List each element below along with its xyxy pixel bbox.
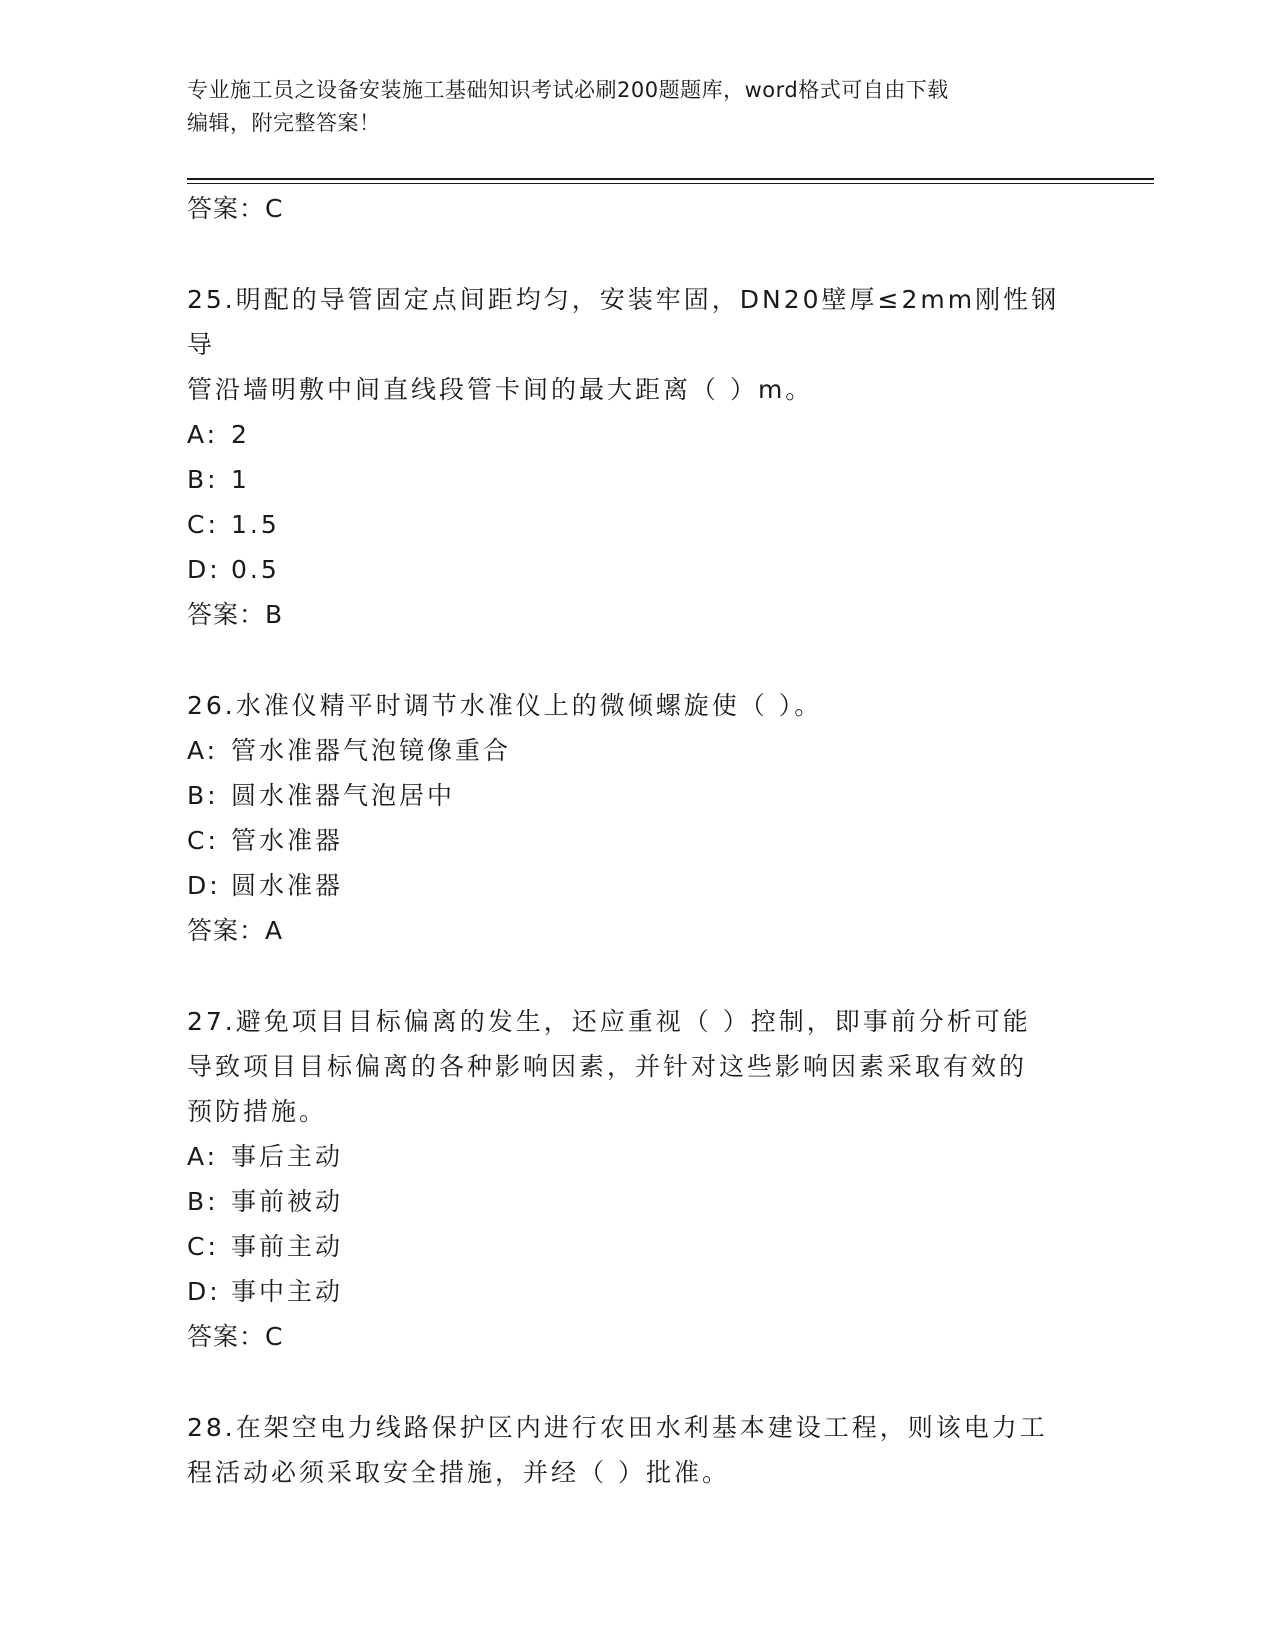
option-letter: D: — [187, 1277, 221, 1306]
option-letter: B: — [187, 465, 219, 494]
question-text-line: 27.避免项目目标偏离的发生，还应重视（ ）控制，即事前分析可能 — [187, 1007, 1031, 1036]
option-letter: A: — [187, 1142, 219, 1171]
question-text-line: 28.在架空电力线路保护区内进行农田水利基本建设工程，则该电力工 — [187, 1413, 1048, 1442]
spacer — [187, 231, 1077, 277]
option-text: 2 — [231, 420, 250, 449]
option-letter: C: — [187, 1232, 219, 1261]
option-text: 管水准器气泡镜像重合 — [231, 736, 512, 765]
previous-answer: 答案：C — [187, 194, 284, 223]
option-letter: C: — [187, 510, 219, 539]
option-text: 事前主动 — [231, 1232, 344, 1261]
option-c — [187, 502, 1077, 547]
option-b — [187, 1179, 1077, 1224]
option-text: 1 — [231, 465, 250, 494]
option-text: 圆水准器 — [231, 871, 344, 900]
question-block — [187, 999, 1077, 1359]
option-b — [187, 773, 1077, 818]
spacer — [187, 1359, 1077, 1405]
question-text-line: 导致项目目标偏离的各种影响因素，并针对这些影响因素采取有效的 — [187, 1052, 1028, 1081]
question-block — [187, 683, 1077, 953]
question-block — [187, 1405, 1077, 1495]
option-letter: B: — [187, 781, 219, 810]
option-d — [187, 547, 1077, 592]
option-text: 事前被动 — [231, 1187, 344, 1216]
question-text-line: 程活动必须采取安全措施，并经（ ）批准。 — [187, 1458, 730, 1487]
spacer — [187, 637, 1077, 683]
option-d — [187, 863, 1077, 908]
option-text: 管水准器 — [231, 826, 344, 855]
header-rule-thin — [187, 183, 1154, 184]
header-rule-thick — [187, 178, 1154, 180]
option-letter: A: — [187, 420, 219, 449]
option-text: 事中主动 — [231, 1277, 344, 1306]
option-text: 圆水准器气泡居中 — [231, 781, 456, 810]
question-text-line: 25.明配的导管固定点间距均匀，安装牢固，DN20壁厚≤2mm刚性钢导 — [187, 285, 1060, 359]
option-letter: B: — [187, 1187, 219, 1216]
answer-line: 答案：B — [187, 600, 284, 629]
option-c — [187, 818, 1077, 863]
option-a — [187, 412, 1077, 457]
header-line-2: 编辑，附完整答案！ — [187, 111, 381, 135]
question-list — [187, 186, 1077, 1495]
question-text-line: 管沿墙明敷中间直线段管卡间的最大距离（ ）m。 — [187, 375, 814, 404]
option-c — [187, 1224, 1077, 1269]
option-letter: C: — [187, 826, 219, 855]
option-text: 0.5 — [231, 555, 280, 584]
option-text: 事后主动 — [231, 1142, 344, 1171]
option-letter: A: — [187, 736, 219, 765]
answer-line: 答案：A — [187, 916, 284, 945]
header-line-1: 专业施工员之设备安装施工基础知识考试必刷200题题库，word格式可自由下载 — [187, 78, 949, 102]
question-block — [187, 277, 1077, 637]
spacer — [187, 953, 1077, 999]
option-letter: D: — [187, 555, 221, 584]
question-text-line: 预防措施。 — [187, 1097, 328, 1126]
question-text-line: 26.水准仪精平时调节水准仪上的微倾螺旋使（ ）。 — [187, 691, 823, 720]
option-d — [187, 1269, 1077, 1314]
document-header — [187, 74, 1077, 140]
option-letter: D: — [187, 871, 221, 900]
answer-line: 答案：C — [187, 1322, 284, 1351]
option-b — [187, 457, 1077, 502]
option-a — [187, 1134, 1077, 1179]
option-a — [187, 728, 1077, 773]
option-text: 1.5 — [231, 510, 280, 539]
